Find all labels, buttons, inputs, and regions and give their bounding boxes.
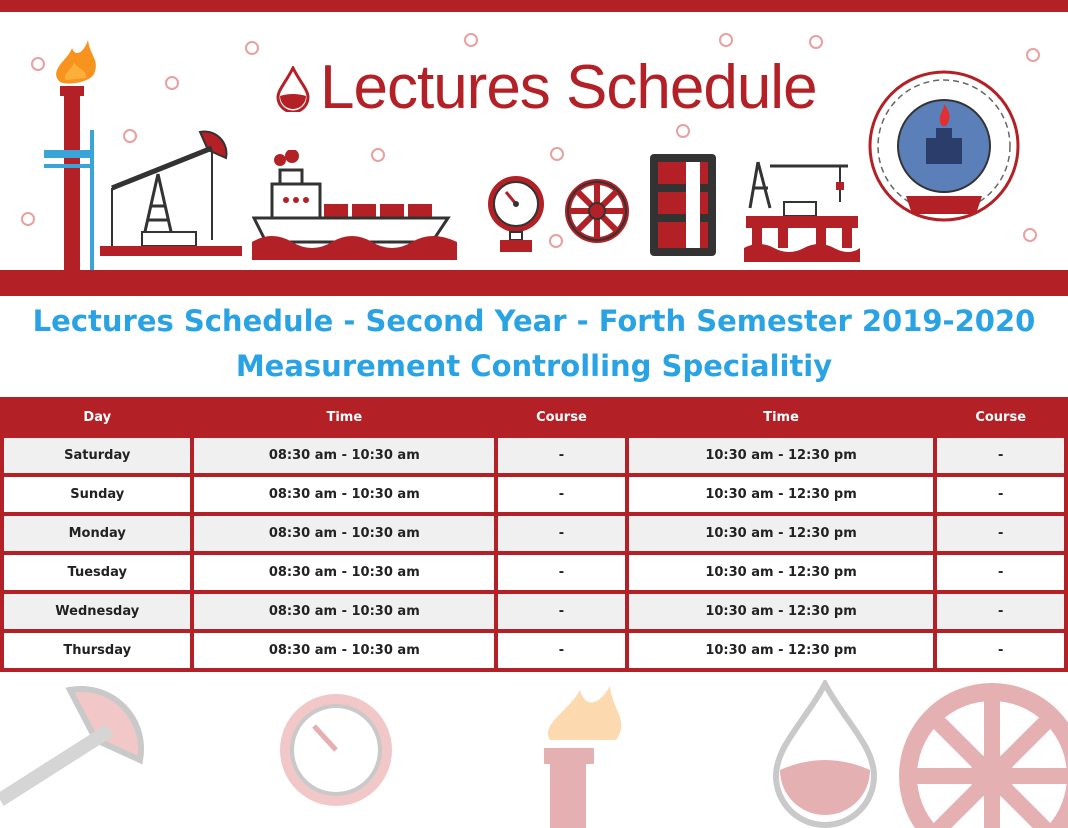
oil-barrel-icon	[646, 150, 720, 260]
table-header-row	[2, 399, 1066, 436]
time-cell: 08:30 am - 10:30 am	[192, 631, 496, 670]
schedule-title: Lectures Schedule - Second Year - Forth Semester 2019-2020	[32, 304, 1036, 338]
course-cell: -	[935, 514, 1066, 553]
tanker-ship-icon	[252, 150, 462, 260]
offshore-rig-icon	[744, 158, 860, 262]
table-row	[2, 514, 1066, 553]
column-header-course-1: Course	[496, 399, 627, 436]
course-cell: -	[496, 514, 627, 553]
column-header-course-2: Course	[935, 399, 1066, 436]
schedule-table	[0, 397, 1068, 672]
header-banner	[0, 0, 1068, 296]
academy-logo	[866, 68, 1022, 224]
course-cell: -	[496, 475, 627, 514]
time-cell: 08:30 am - 10:30 am	[192, 553, 496, 592]
column-header-time-1: Time	[192, 399, 496, 436]
day-cell: Tuesday	[2, 553, 192, 592]
pumpjack-icon	[100, 128, 245, 258]
time-cell: 10:30 am - 12:30 pm	[627, 553, 936, 592]
time-cell: 08:30 am - 10:30 am	[192, 592, 496, 631]
day-cell: Saturday	[2, 436, 192, 475]
banner-bottom-bar	[0, 270, 1068, 296]
course-cell: -	[935, 592, 1066, 631]
table-row	[2, 475, 1066, 514]
day-cell: Sunday	[2, 475, 192, 514]
table-row	[2, 631, 1066, 670]
valve-wheel-icon	[564, 178, 630, 244]
time-cell: 10:30 am - 12:30 pm	[627, 436, 936, 475]
banner-title: Lectures Schedule	[320, 53, 817, 122]
time-cell: 10:30 am - 12:30 pm	[627, 475, 936, 514]
course-cell: -	[935, 631, 1066, 670]
day-cell: Thursday	[2, 631, 192, 670]
column-header-time-2: Time	[627, 399, 936, 436]
day-cell: Monday	[2, 514, 192, 553]
time-cell: 08:30 am - 10:30 am	[192, 436, 496, 475]
course-cell: -	[935, 475, 1066, 514]
flare-stack-watermark-icon	[540, 680, 670, 828]
valve-wheel-watermark-icon	[896, 680, 1068, 828]
course-cell: -	[496, 592, 627, 631]
day-cell: Wednesday	[2, 592, 192, 631]
time-cell: 08:30 am - 10:30 am	[192, 514, 496, 553]
oil-drop-watermark-icon	[770, 680, 880, 828]
course-cell: -	[935, 436, 1066, 475]
course-cell: -	[496, 436, 627, 475]
pumpjack-watermark-icon	[0, 680, 150, 828]
table-row	[2, 592, 1066, 631]
table-row	[2, 553, 1066, 592]
pressure-gauge-watermark-icon	[276, 680, 396, 828]
course-cell: -	[496, 631, 627, 670]
time-cell: 10:30 am - 12:30 pm	[627, 631, 936, 670]
course-cell: -	[496, 553, 627, 592]
schedule-subtitle: Measurement Controlling Specialitiy	[235, 349, 833, 383]
table-row	[2, 436, 1066, 475]
column-header-day: Day	[2, 399, 192, 436]
flare-stack-icon	[38, 30, 108, 272]
time-cell: 08:30 am - 10:30 am	[192, 475, 496, 514]
course-cell: -	[935, 553, 1066, 592]
pressure-gauge-icon	[484, 174, 548, 254]
oil-drop-icon	[276, 66, 310, 112]
time-cell: 10:30 am - 12:30 pm	[627, 514, 936, 553]
time-cell: 10:30 am - 12:30 pm	[627, 592, 936, 631]
